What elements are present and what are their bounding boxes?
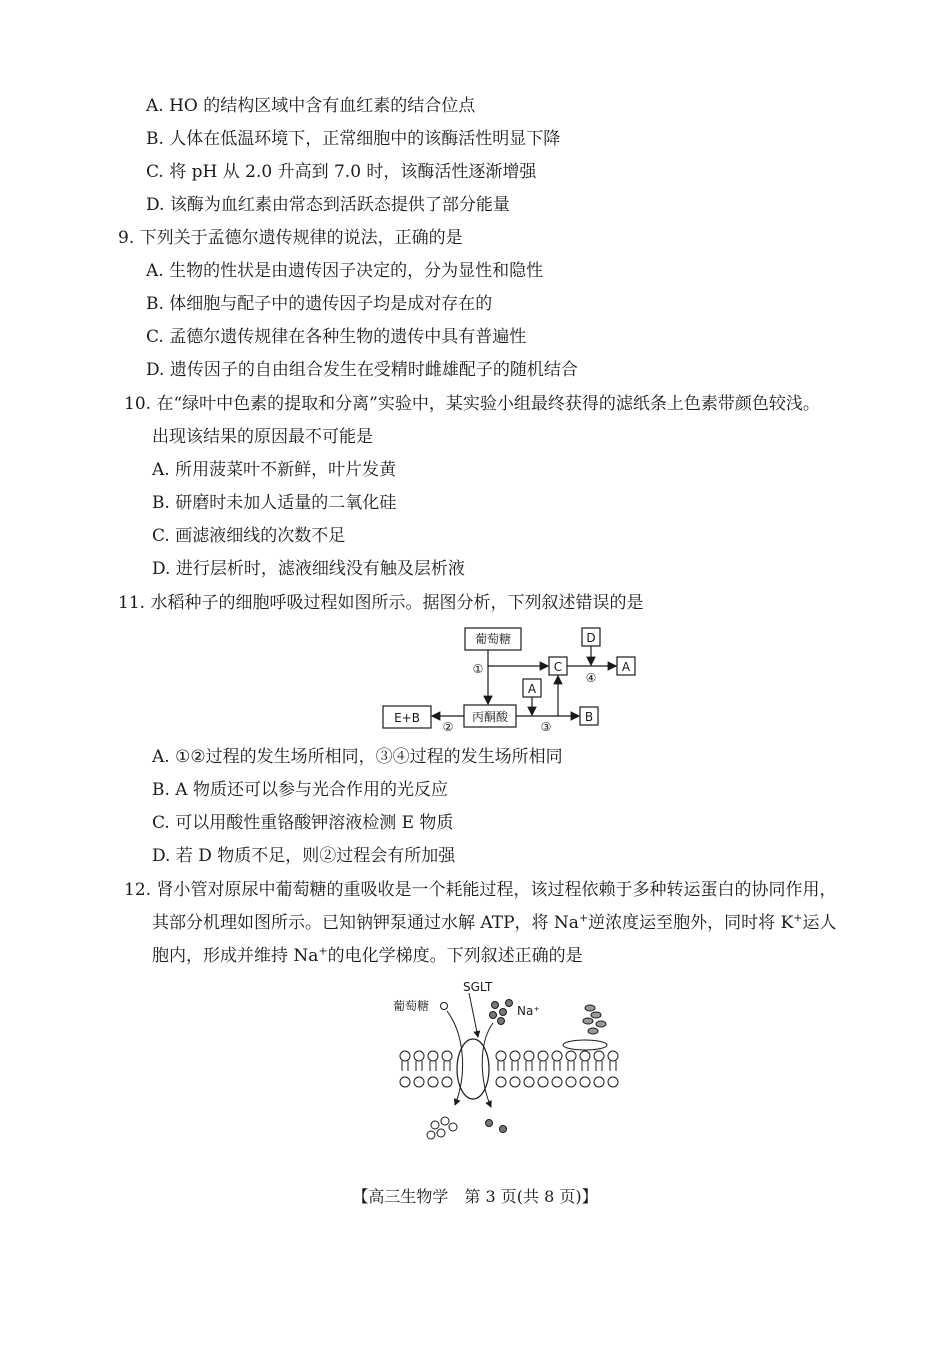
sglt-label: SGLT — [463, 980, 493, 994]
q8-option-c: C. 将 pH 从 2.0 升高到 7.0 时，该酶活性逐渐增强 — [146, 162, 537, 182]
q10-option-a: A. 所用菠菜叶不新鲜，叶片发黄 — [152, 460, 397, 480]
q10-option-b: B. 研磨时未加人适量的二氧化硅 — [152, 493, 397, 513]
process-2-label: ② — [442, 720, 454, 734]
na-ion — [591, 1012, 601, 1018]
c-label: C — [553, 660, 563, 674]
glucose-label: 葡萄糖 — [393, 999, 430, 1013]
glucose-label: 葡萄糖 — [474, 632, 512, 646]
process-1-label: ① — [472, 662, 484, 676]
b-label: B — [584, 710, 594, 724]
membrane-bottom-row — [400, 1077, 618, 1087]
membrane-tails-top — [402, 1061, 616, 1071]
sglt-pointer-arrow — [469, 993, 478, 1037]
a-right-label: A — [621, 660, 631, 674]
eb-label: E+B — [394, 711, 420, 725]
q11-option-b: B. A 物质还可以参与光合作用的光反应 — [152, 780, 448, 800]
q12-stem-line2: 其部分机理如图所示。已知钠钾泵通过水解 ATP，将 Na+逆浓度运至胞外，同时将 K+运人 — [152, 911, 837, 933]
q9-option-d: D. 遗传因子的自由组合发生在受精时雌雄配子的随机结合 — [146, 360, 578, 380]
na-ion — [490, 1012, 497, 1019]
q11-option-c: C. 可以用酸性重铬酸钾溶液检测 E 物质 — [152, 813, 454, 833]
q10-option-c: C. 画滤液细线的次数不足 — [152, 526, 346, 546]
q12-stem-line1: 12. 肾小管对原尿中葡萄糖的重吸收是一个耗能过程，该过程依赖于多种转运蛋白的协同作用， — [124, 880, 837, 900]
glucose-molecule — [441, 1003, 448, 1010]
na-ion — [583, 1018, 593, 1024]
q10-stem-line2: 出现该结果的原因最不可能是 — [152, 427, 373, 447]
q11-option-d: D. 若 D 物质不足，则②过程会有所加强 — [152, 846, 456, 866]
q12-stem-line3: 胞内，形成并维持 Na+的电化学梯度。下列叙述正确的是 — [152, 944, 583, 966]
q10-option-d: D. 进行层析时，滤液细线没有触及层析液 — [152, 559, 465, 579]
membrane-top-row — [400, 1051, 618, 1061]
glucose-inside — [427, 1117, 457, 1139]
sglt-membrane-diagram — [385, 975, 635, 1145]
na-ion — [596, 1021, 606, 1027]
q8-option-b: B. 人体在低温环境下，正常细胞中的该酶活性明显下降 — [146, 129, 561, 149]
na-inside — [486, 1120, 507, 1133]
na-ion — [585, 1005, 595, 1011]
q8-option-a: A. HO 的结构区域中含有血红素的结合位点 — [146, 96, 476, 116]
q11-option-a: A. ①②过程的发生场所相同，③④过程的发生场所相同 — [152, 747, 563, 767]
na-ion — [506, 1000, 513, 1007]
na-ion — [492, 1002, 499, 1009]
q10-stem-line1: 10. 在“绿叶中色素的提取和分离”实验中，某实验小组最终获得的滤纸条上色素带颜色较浅。 — [124, 394, 820, 414]
q9-stem: 9. 下列关于孟德尔遗传规律的说法，正确的是 — [118, 228, 463, 248]
d-label: D — [586, 631, 596, 645]
process-4-label: ④ — [585, 671, 597, 685]
page-footer: 【高三生物学 第 3 页(共 8 页)】 — [352, 1187, 598, 1206]
q8-option-d: D. 该酶为血红素由常态到活跃态提供了部分能量 — [146, 195, 510, 215]
q11-stem: 11. 水稻种子的细胞呼吸过程如图所示。据图分析，下列叙述错误的是 — [118, 593, 644, 613]
na-label: Na⁺ — [517, 1004, 540, 1018]
a-mid-label: A — [527, 682, 537, 696]
respiration-diagram — [380, 624, 650, 736]
na-ion — [498, 1018, 505, 1025]
q9-option-a: A. 生物的性状是由遗传因子决定的，分为显性和隐性 — [146, 261, 544, 281]
na-ion — [588, 1028, 598, 1034]
na-ion — [500, 1009, 507, 1016]
q9-option-b: B. 体细胞与配子中的遗传因子均是成对存在的 — [146, 294, 493, 314]
pyruvate-label: 丙酮酸 — [471, 710, 509, 724]
sodium-potassium-pump — [563, 1040, 607, 1050]
process-3-label: ③ — [540, 720, 552, 734]
q9-option-c: C. 孟德尔遗传规律在各种生物的遗传中具有普遍性 — [146, 327, 527, 347]
